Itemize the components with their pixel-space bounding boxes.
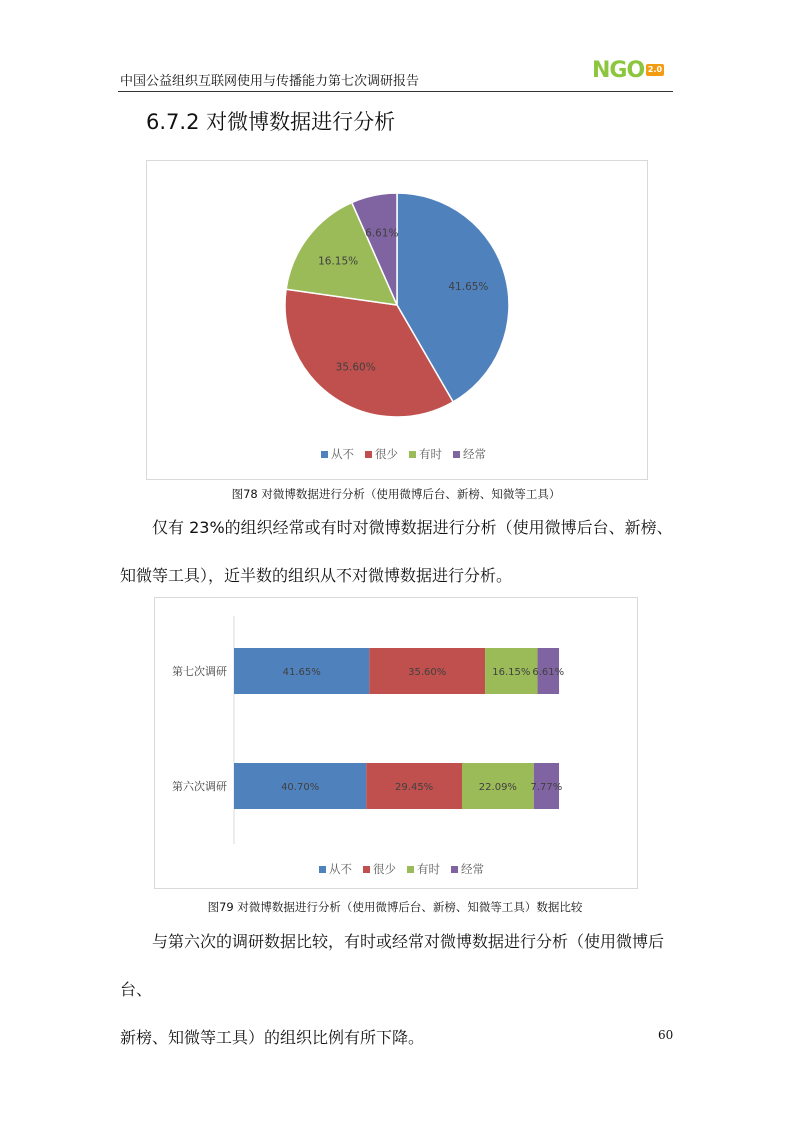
bar-data-label: 29.45%	[395, 782, 434, 793]
bar-data-label: 35.60%	[408, 667, 447, 678]
pie-data-label: 41.65%	[448, 280, 489, 293]
paragraph-2-line-2: 新榜、知微等工具）的组织比例有所下降。	[120, 1028, 425, 1047]
bar-data-label: 41.65%	[282, 667, 321, 678]
stacked-bar-chart	[155, 598, 637, 888]
legend-label: 经常	[461, 862, 484, 876]
legend-label: 有时	[417, 862, 440, 876]
bar-chart-frame	[154, 597, 638, 889]
pie-data-label: 35.60%	[335, 361, 376, 374]
paragraph-2-line-1: 与第六次的调研数据比较，有时或经常对微博数据进行分析（使用微博后台、	[120, 932, 665, 999]
legend-swatch	[407, 866, 414, 873]
bar-data-label: 40.70%	[281, 782, 320, 793]
legend-label: 很少	[373, 862, 396, 876]
legend-label: 经常	[463, 447, 486, 461]
legend-swatch	[319, 866, 326, 873]
section-title: 6.7.2 对微博数据进行分析	[146, 110, 396, 134]
page-number: 60	[658, 1028, 674, 1042]
bar-data-label: 16.15%	[492, 667, 531, 678]
header-divider	[118, 91, 673, 92]
ngo-logo: NGO	[592, 58, 645, 83]
legend-swatch	[363, 866, 370, 873]
legend-label: 从不	[329, 862, 352, 876]
bar-category-label: 第七次调研	[172, 665, 227, 678]
bar-data-label: 22.09%	[478, 782, 517, 793]
pie-data-label: 16.15%	[318, 255, 359, 268]
bar-data-label: 6.61%	[532, 667, 565, 678]
logo-version-badge: 2.0	[647, 65, 663, 74]
paragraph-2	[120, 918, 680, 1062]
legend-swatch	[409, 451, 416, 458]
legend-swatch	[321, 451, 328, 458]
bar-category-label: 第六次调研	[172, 780, 227, 793]
legend-label: 有时	[419, 447, 442, 461]
pie-chart-frame	[146, 160, 648, 480]
bar-data-label: 7.77%	[530, 782, 563, 793]
pie-chart	[147, 161, 647, 479]
legend-swatch	[365, 451, 372, 458]
paragraph-1-line-2: 知微等工具），近半数的组织从不对微博数据进行分析。	[120, 566, 513, 585]
legend-swatch	[453, 451, 460, 458]
paragraph-1	[120, 504, 680, 600]
legend-label: 很少	[375, 447, 398, 461]
figure79-caption: 图79 对微博数据进行分析（使用微博后台、新榜、知微等工具）数据比较	[207, 900, 583, 914]
figure78-caption: 图78 对微博数据进行分析（使用微博后台、新榜、知微等工具）	[231, 487, 561, 501]
report-title: 中国公益组织互联网使用与传播能力第七次调研报告	[120, 74, 420, 89]
pie-data-label: 6.61%	[365, 227, 399, 240]
legend-label: 从不	[331, 447, 354, 461]
paragraph-1-line-1: 仅有 23%的组织经常或有时对微博数据进行分析（使用微博后台、新榜、	[152, 518, 673, 537]
legend-swatch	[451, 866, 458, 873]
